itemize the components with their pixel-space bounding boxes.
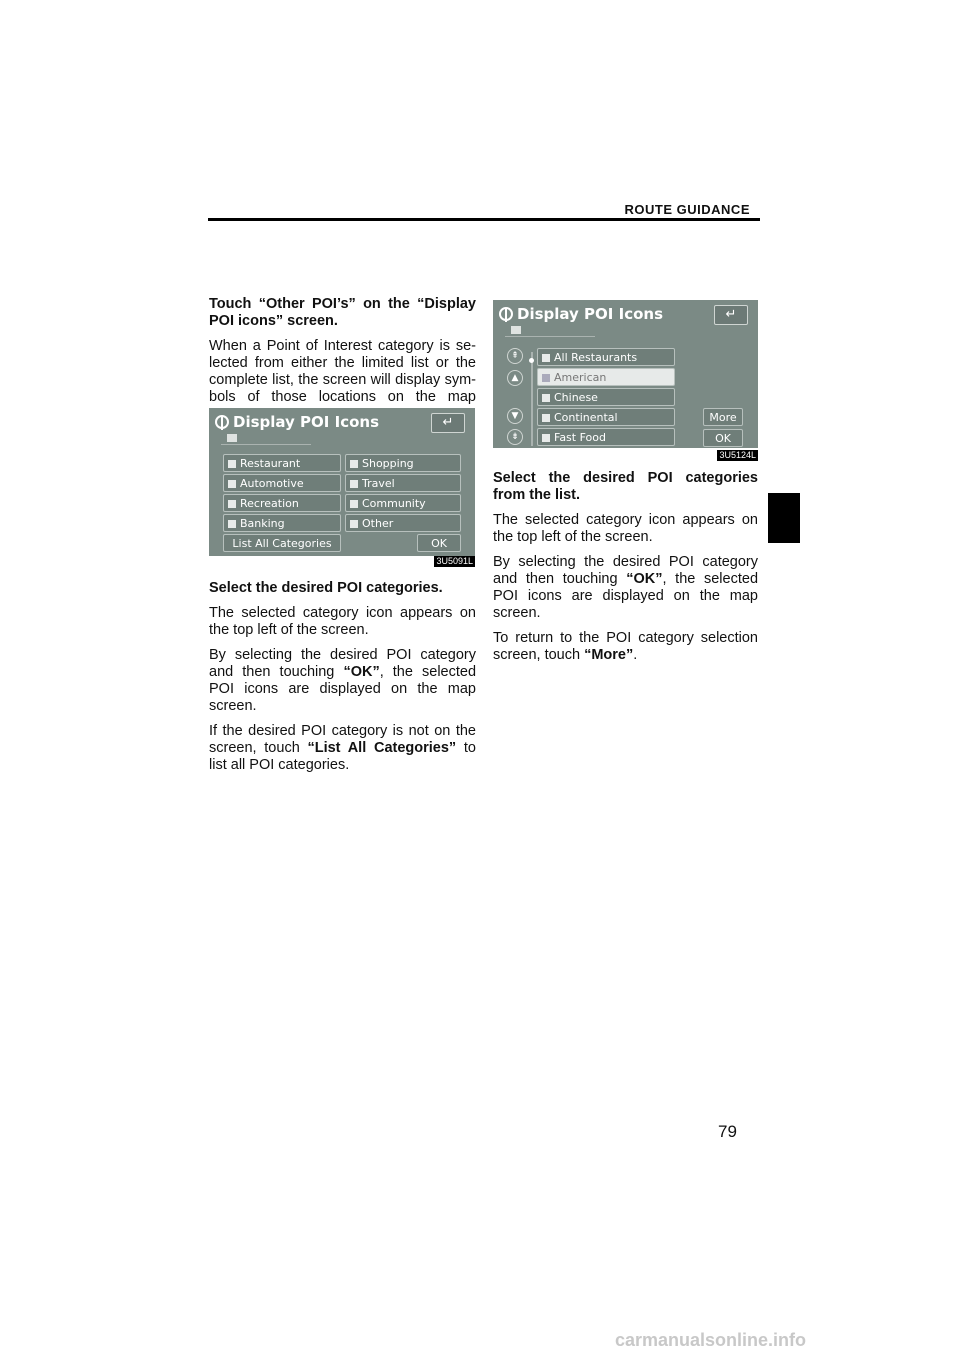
figure-code: 3U5124L — [719, 450, 756, 460]
category-restaurant-button[interactable]: Restaurant — [223, 454, 341, 472]
instruction-select-categories: Select the desired POI categories. — [209, 580, 443, 596]
category-recreation-button[interactable]: Recreation — [223, 494, 341, 512]
category-banking-button[interactable]: Banking — [223, 514, 341, 532]
watermark: carmanualsonline.info — [615, 1330, 807, 1350]
list-item-american[interactable]: American — [537, 368, 675, 386]
ok-button[interactable]: OK — [417, 534, 461, 552]
list-item-all-restaurants[interactable]: All Restaurants — [537, 348, 675, 366]
category-other-button[interactable]: Other — [345, 514, 461, 532]
category-community-button[interactable]: Community — [345, 494, 461, 512]
list-item-fast-food[interactable]: Fast Food — [537, 428, 675, 446]
back-button[interactable]: ↵ — [431, 413, 465, 433]
paragraph-touch-more: To return to the POI category selection screen, touch “More”. — [493, 630, 758, 663]
list-item-continental[interactable]: Continental — [537, 408, 675, 426]
page-up-button[interactable]: ⇞ — [507, 348, 523, 364]
paragraph-icon-appears: The selected category icon appears on the top left of the screen. — [209, 605, 476, 638]
paragraph-touch-ok: By selecting the desired POI category and then touching “OK”, the selected POI icons are displayed on the map screen. — [493, 554, 759, 621]
instruction-touch-other-pois: Touch “Other POI’s” on the “Display POI icons” screen. — [209, 296, 476, 329]
page-header — [208, 198, 760, 224]
category-automotive-button[interactable]: Automotive — [223, 474, 341, 492]
paragraph-list-all: If the desired POI category is not on the screen, touch “List All Categories” to list all POI categories. — [209, 723, 476, 773]
more-button[interactable]: More — [703, 408, 743, 426]
paragraph-icon-appears: The selected category icon appears on the top left of the screen. — [493, 512, 758, 545]
category-shopping-button[interactable]: Shopping — [345, 454, 461, 472]
paragraph-poi-selected: When a Point of Interest category is se- lected from either the limited list or the complete list, the screen will display sym- bols of those locations on the map — [209, 338, 476, 405]
screen-title: Display POI Icons — [215, 413, 379, 431]
right-column — [493, 470, 758, 672]
scroll-down-button[interactable]: ▼ — [507, 408, 523, 424]
list-item-chinese[interactable]: Chinese — [537, 388, 675, 406]
scroll-up-button[interactable]: ▲ — [507, 370, 523, 386]
section-title: ROUTE GUIDANCE — [624, 202, 750, 217]
category-travel-button[interactable]: Travel — [345, 474, 461, 492]
list-all-categories-button[interactable]: List All Categories — [223, 534, 341, 552]
figure-code-wrap — [493, 300, 758, 460]
figure-code-wrap — [209, 408, 475, 566]
back-button[interactable]: ↵ — [714, 305, 748, 325]
chapter-thumb-tab — [768, 493, 800, 543]
figure-code: 3U5091L — [436, 556, 473, 566]
page-down-button[interactable]: ⇟ — [507, 429, 523, 445]
page-number: 79 — [718, 1122, 737, 1141]
instruction-select-from-list: Select the desired POI categories from the list. — [493, 470, 758, 503]
left-column-lower — [209, 580, 476, 782]
header-rule — [208, 218, 760, 221]
ok-button[interactable]: OK — [703, 429, 743, 447]
screen-title: Display POI Icons — [499, 305, 663, 323]
paragraph-touch-ok: By selecting the desired POI category and then touching “OK”, the selected POI icons are displayed on the map screen. — [209, 647, 477, 714]
